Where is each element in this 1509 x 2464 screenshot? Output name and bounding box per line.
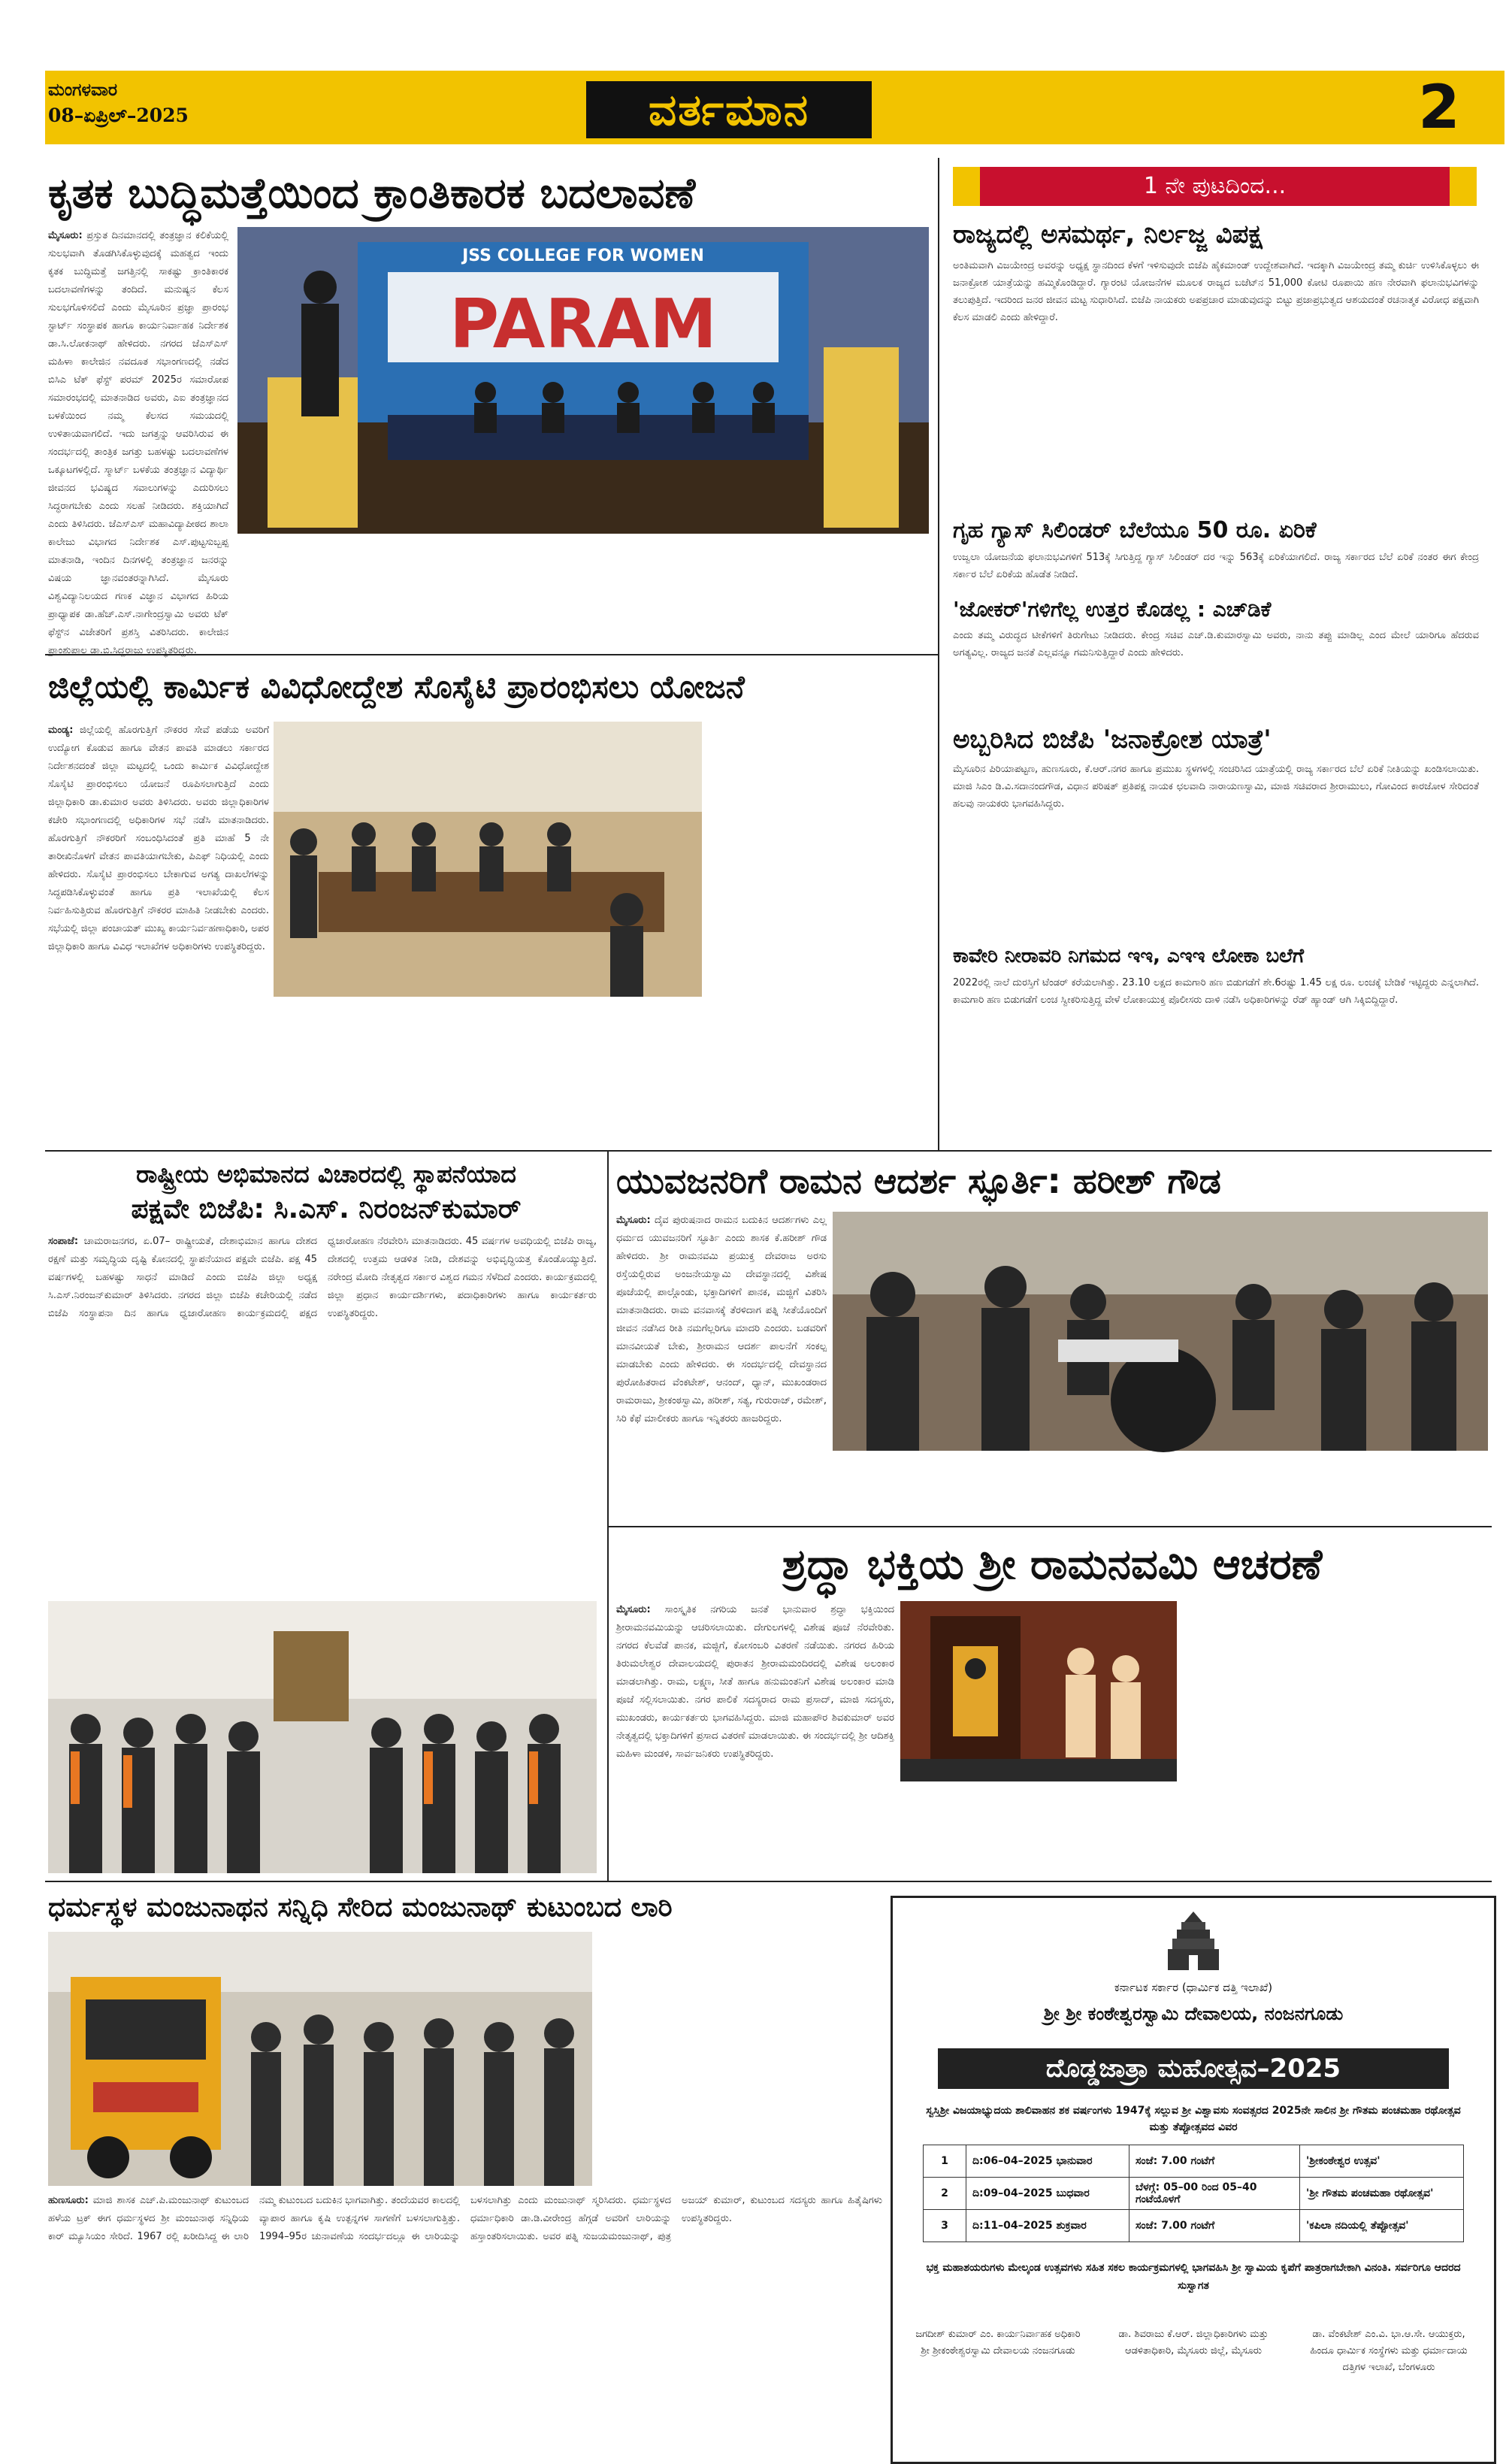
story6-text: ಮಾಜಿ ಶಾಸಕ ಎಚ್.ಪಿ.ಮಂಜುನಾಥ್ ಕುಟುಂಬದ ಹಳೆಯ ಟ್ರಕ್ ಈಗ ಧರ್ಮಸ್ಥಳದ ಶ್ರೀ ಮಂಜುನಾಥ ಸನ್ನಿಧಿಯ ಕಾರ್ ಮ್ಯೂಸಿಯಂ ಸೇರಿದೆ. 1967 ರಲ್ಲಿ ಖರೀದಿಸಿದ್ದ ಈ ಲಾರಿ ನಮ್ಮ ಕುಟುಂಬದ ಬದುಕಿನ ಭಾಗವಾಗಿತ್ತು. ತಂದೆಯವರ ಕಾಲದಲ್ಲಿ ವ್ಯಾಪಾರ ಹಾಗೂ ಕೃಷಿ ಉತ್ಪನ್ನಗಳ ಸಾಗಣೆಗೆ ಬಳಸಲಾಗುತ್ತಿತ್ತು. 1994–95ರ ಚುನಾವಣೆಯ ಸಂದರ್ಭದಲ್ಲೂ ಈ ಲಾರಿಯನ್ನು ಬಳಸಲಾಗಿತ್ತು ಎಂದು ಮಂಜುನಾಥ್ ಸ್ಮರಿಸಿದರು. ಧರ್ಮಸ್ಥಳದ ಧರ್ಮಾಧಿಕಾರಿ ಡಾ.ಡಿ.ವೀರೇಂದ್ರ ಹೆಗ್ಗಡೆ ಅವರಿಗೆ ಲಾರಿಯನ್ನು ಹಸ್ತಾಂತರಿಸಲಾಯಿತು. ಅವರ ಪತ್ನಿ ಸುಜಯಮಂಜುನಾಥ್, ಪುತ್ರ ಅಜಯ್ ಕುಮಾರ್, ಕುಟುಂಬದ ಸದಸ್ಯರು ಹಾಗೂ ಹಿತೈಷಿಗಳು ಉಪಸ್ಥಿತರಿದ್ದರು. bbox=[48, 2195, 882, 2242]
schedule-no: 2 bbox=[924, 2178, 966, 2210]
col-story-4-headline: ಅಬ್ಬರಿಸಿದ ಬಿಜೆಪಿ 'ಜನಾಕ್ರೋಶ ಯಾತ್ರೆ' bbox=[953, 725, 1272, 755]
story4-headline: ಯುವಜನರಿಗೆ ರಾಮನ ಆದರ್ಶ ಸ್ಫೂರ್ತಿ: ಹರೀಶ್ ಗೌಡ bbox=[616, 1161, 1221, 1201]
story2-dateline: ಮಂಡ್ಯ: bbox=[48, 725, 74, 736]
masthead-day: ಮಂಗಳವಾರ bbox=[48, 80, 118, 100]
story1-body bbox=[48, 227, 228, 656]
story1-text: ಪ್ರಸ್ತುತ ದಿನಮಾನದಲ್ಲಿ ತಂತ್ರಜ್ಞಾನ ಕಲಿಕೆಯಲ್ಲಿ ಸುಲಭವಾಗಿ ತೊಡಗಿಸಿಕೊಳ್ಳುವುದಕ್ಕೆ ಮಹತ್ವದ ಇಂದು ಕೃತಕ ಬುದ್ಧಿಮತ್ತೆ ಜಗತ್ತಿನಲ್ಲಿ ಸಾಕಷ್ಟು ಕ್ರಾಂತಿಕಾರಕ ಬದಲಾವಣೆಗಳನ್ನು ತಂದಿದೆ. ಮನುಷ್ಯನ ಕೆಲಸ ಸುಲಭಗೊಳಿಸಲಿದೆ ಎಂದು ಮೈಸೂರಿನ ಪ್ರಜ್ಞಾ ಪ್ರಾರಂಭ ಸ್ಟಾರ್ಟ್ ಸಂಸ್ಥಾಪಕ ಹಾಗೂ ಕಾರ್ಯನಿರ್ವಾಹಕ ನಿರ್ದೇಶಕ ಡಾ.ಸಿ.ಲೋಕನಾಥ್ ಹೇಳಿದರು. ನಗರದ ಜೆಎಸ್‌ಎಸ್ ಮಹಿಳಾ ಕಾಲೇಜಿನ ನವದೂತ ಸಭಾಂಗಣದಲ್ಲಿ ನಡೆದ ಬಿಸಿಎ ಟೆಕ್ ಫೆಸ್ಟ್ ಪರಮ್ 2025ರ ಸಮಾರೋಪ ಸಮಾರಂಭದಲ್ಲಿ ಮಾತನಾಡಿದ ಅವರು, ಎಐ ತಂತ್ರಜ್ಞಾನದ ಬಳಕೆಯಿಂದ ನಮ್ಮ ಕೆಲಸದ ಸಮಯದಲ್ಲಿ ಉಳಿತಾಯವಾಗಲಿದೆ. ಇದು ಜಗತ್ತನ್ನು ಆವರಿಸಿರುವ ಈ ಸಂದರ್ಭದಲ್ಲಿ ತಾಂತ್ರಿಕ ಜಗತ್ತು ಬಹಳಷ್ಟು ಬದಲಾವಣೆಗಳ ಒಕ್ಕೂಟಗಳಲ್ಲಿದೆ. ಸ್ಮಾರ್ಟ್ ಬಳಕೆಯ ತಂತ್ರಜ್ಞಾನ ವಿದ್ಯಾರ್ಥಿ ಜೀವನದ ಭವಿಷ್ಯದ ಸವಾಲುಗಳನ್ನು ಎದುರಿಸಲು ಸಿದ್ಧರಾಗಬೇಕು ಎಂದು ಸಲಹೆ ನೀಡಿದರು. ಶಕ್ತಿಯಾಗಿದೆ ಎಂದು ತಿಳಿಸಿದರು. ಜೆಎಸ್‌ಎಸ್ ಮಹಾವಿದ್ಯಾಪೀಠದ ಶಾಲಾ ಕಾಲೇಜು ವಿಭಾಗದ ನಿರ್ದೇಶಕ ಎಸ್.ಪುಟ್ಟಸುಬ್ಬಪ್ಪ ಮಾತನಾಡಿ, ಇಂದಿನ ದಿನಗಳಲ್ಲಿ ತಂತ್ರಜ್ಞಾನ ಜನರನ್ನು ವಿಷಯ ಜ್ಞಾನವಂತರನ್ನಾಗಿಸಿದೆ. ಮೈಸೂರು ವಿಶ್ವವಿದ್ಯಾನಿಲಯದ ಗಣಕ ವಿಜ್ಞಾನ ವಿಭಾಗದ ಹಿರಿಯ ಪ್ರಾಧ್ಯಾಪಕ ಡಾ.ಹೆಚ್.ಎಸ್.ನಾಗೇಂದ್ರಸ್ವಾಮಿ ಅವರು ಟೆಕ್ ಫೆಸ್ಟ್‌ನ ವಿಜೇತರಿಗೆ ಪ್ರಶಸ್ತಿ ವಿತರಿಸಿದರು. ಕಾಲೇಜಿನ ಪ್ರಾಂಶುಪಾಲ ಡಾ.ಬಿ.ಸಿದ್ದರಾಜು ಉಪಸ್ಥಿತರಿದ್ದರು. bbox=[48, 230, 228, 656]
col-story-1-body: ಅಂತಿಮವಾಗಿ ವಿಜಯೇಂದ್ರ ಅವರನ್ನು ಅಧ್ಯಕ್ಷ ಸ್ಥಾನದಿಂದ ಕೆಳಗೆ ಇಳಿಸುವುದೇ ಬಿಜೆಪಿ ಹೈಕಮಾಂಡ್ ಉದ್ದೇಶವಾಗಿದೆ. ಇದಕ್ಕಾಗಿ ವಿಜಯೇಂದ್ರ ತಮ್ಮ ಕುರ್ಚಿ ಉಳಿಸಿಕೊಳ್ಳಲು ಈ ಜನಾಕ್ರೋಶ ಯಾತ್ರೆಯನ್ನು ಹಮ್ಮಿಕೊಂಡಿದ್ದಾರೆ. ಗ್ಯಾರಂಟಿ ಯೋಜನೆಗಳ ಮೂಲಕ ರಾಜ್ಯದ ಬಜೆಟ್‌ನ 51,000 ಕೋಟಿ ರೂಪಾಯಿ ಹಣ ನೇರವಾಗಿ ಫಲಾನುಭವಿಗಳನ್ನು ತಲುಪುತ್ತಿದೆ. ಇದರಿಂದ ಜನರ ಜೀವನ ಮಟ್ಟ ಸುಧಾರಿಸಿದೆ. ಬಿಜೆಪಿ ನಾಯಕರು ಅಪಪ್ರಚಾರ ಮಾಡುವುದನ್ನು ಬಿಟ್ಟು ಪ್ರಜಾಪ್ರಭುತ್ವದ ಆಶಯದಂತೆ ರಚನಾತ್ಮಕ ವಿರೋಧ ಪಕ್ಷವಾಗಿ ಕೆಲಸ ಮಾಡಲಿ ಎಂದು ಹೇಳಿದ್ದಾರೆ. bbox=[953, 260, 1479, 323]
svg-text:JSS COLLEGE FOR WOMEN: JSS COLLEGE FOR WOMEN bbox=[462, 247, 704, 265]
story1-photo bbox=[237, 227, 929, 534]
story1-dateline: ಮೈಸೂರು: bbox=[48, 230, 83, 241]
col-story-3-body: ಎಂದು ತಮ್ಮ ವಿರುದ್ಧದ ಟೀಕೆಗಳಿಗೆ ತಿರುಗೇಟು ನೀಡಿದರು. ಕೇಂದ್ರ ಸಚಿವ ಎಚ್.ಡಿ.ಕುಮಾರಸ್ವಾಮಿ ಅವರು, ನಾನು ತಪ್ಪು ಮಾಡಿಲ್ಲ ಎಂದ ಮೇಲೆ ಯಾರಿಗೂ ಹೆದರುವ ಅಗತ್ಯವಿಲ್ಲ. ರಾಜ್ಯದ ಜನತೆ ಎಲ್ಲವನ್ನೂ ಗಮನಿಸುತ್ತಿದ್ದಾರೆ ಎಂದು ಹೇಳಿದರು. bbox=[953, 630, 1479, 658]
col-story-2-body: ಉಜ್ವಲಾ ಯೋಜನೆಯ ಫಲಾನುಭವಿಗಳಿಗೆ 513ಕ್ಕೆ ಸಿಗುತ್ತಿದ್ದ ಗ್ಯಾಸ್ ಸಿಲಿಂಡರ್ ದರ ಇನ್ನು 563ಕ್ಕೆ ಏರಿಕೆಯಾಗಲಿದೆ. ರಾಜ್ಯ ಸರ್ಕಾರದ ಬೆಲೆ ಏರಿಕೆ ನಂತರ ಈಗ ಕೇಂದ್ರ ಸರ್ಕಾರ ಬೆಲೆ ಏರಿಕೆಯ ಹೊಡೆತ ನೀಡಿದೆ. bbox=[953, 552, 1479, 580]
story6-headline: ಧರ್ಮಸ್ಥಳ ಮಂಜುನಾಥನ ಸನ್ನಿಧಿ ಸೇರಿದ ಮಂಜುನಾಥ್ ಕುಟುಂಬದ ಲಾರಿ bbox=[48, 1892, 673, 1923]
ad-official-2: ಡಾ. ಶಿವರಾಜು ಕೆ.ಆರ್. ಜಿಲ್ಲಾಧಿಕಾರಿಗಳು ಮತ್ತು ಆಡಳಿತಾಧಿಕಾರಿ, ಮೈಸೂರು ಜಿಲ್ಲೆ, ಮೈಸೂರು bbox=[1118, 2329, 1269, 2357]
ad-official-3: ಡಾ. ವೆಂಕಟೇಶ್ ಎಂ.ವಿ. ಭಾ.ಆ.ಸೇ. ಆಯುಕ್ತರು, ಹಿಂದೂ ಧಾರ್ಮಿಕ ಸಂಸ್ಥೆಗಳು ಮತ್ತು ಧರ್ಮಾದಾಯ ದತ್ತಿಗಳ ಇಲಾಖೆ, ಬೆಂಗಳೂರು bbox=[1310, 2329, 1468, 2373]
page-number: 2 bbox=[1418, 72, 1460, 142]
masthead-date-value: 08–ಏಪ್ರಿಲ್–2025 bbox=[48, 104, 189, 126]
schedule-event: 'ಕಪಿಲಾ ನದಿಯಲ್ಲಿ ತೆಪ್ಪೋತ್ಸವ' bbox=[1300, 2210, 1464, 2242]
col-story-1-headline: ರಾಜ್ಯದಲ್ಲಿ ಅಸಮರ್ಥ, ನಿರ್ಲಜ್ಜ ವಿಪಕ್ಷ bbox=[953, 219, 1263, 250]
col-story-5-headline: ಕಾವೇರಿ ನೀರಾವರಿ ನಿಗಮದ ಇಇ, ಎಇಇ ಲೋಕಾ ಬಲೆಗೆ bbox=[953, 945, 1305, 967]
story4-photo bbox=[833, 1212, 1488, 1451]
col-story-5-body: 2022ರಲ್ಲಿ ನಾಲೆ ದುರಸ್ತಿಗೆ ಟೆಂಡರ್ ಕರೆಯಲಾಗಿತ್ತು. 23.10 ಲಕ್ಷದ ಕಾಮಗಾರಿ ಹಣ ಬಿಡುಗಡೆಗೆ ಶೇ.6ರಷ್ಟು 1.45 ಲಕ್ಷ ರೂ. ಲಂಚಕ್ಕೆ ಬೇಡಿಕೆ ಇಟ್ಟಿದ್ದರು ಎನ್ನಲಾಗಿದೆ. ಕಾಮಗಾರಿ ಹಣ ಬಿಡುಗಡೆಗೆ ಲಂಚ ಸ್ವೀಕರಿಸುತ್ತಿದ್ದ ವೇಳೆ ಲೋಕಾಯುಕ್ತ ಪೊಲೀಸರು ದಾಳಿ ನಡೆಸಿ ಅಧಿಕಾರಿಗಳನ್ನು ರೆಡ್ ಹ್ಯಾಂಡ್ ಆಗಿ ಸಿಕ್ಕಿಬಿದ್ದಿದ್ದಾರೆ. bbox=[953, 977, 1479, 1006]
story2-photo bbox=[274, 722, 702, 997]
schedule-event: 'ಶ್ರೀ ಗೌತಮ ಪಂಚಮಹಾ ರಥೋತ್ಸವ' bbox=[1300, 2178, 1464, 2210]
table-row bbox=[924, 2145, 1464, 2178]
story6-dateline: ಹುಣಸೂರು: bbox=[48, 2195, 89, 2206]
story5-dateline: ಮೈಸೂರು: bbox=[616, 1604, 651, 1615]
col-story-4-body: ಮೈಸೂರಿನ ಪಿರಿಯಾಪಟ್ಟಣ, ಹುಣಸೂರು, ಕೆ.ಆರ್.ನಗರ ಹಾಗೂ ಪ್ರಮುಖ ಸ್ಥಳಗಳಲ್ಲಿ ಸಂಚರಿಸಿದ ಯಾತ್ರೆಯಲ್ಲಿ ರಾಜ್ಯ ಸರ್ಕಾರದ ಬೆಲೆ ಏರಿಕೆ ನೀತಿಯನ್ನು ಖಂಡಿಸಲಾಯಿತು. ಮಾಜಿ ಸಿಎಂ ಡಿ.ವಿ.ಸದಾನಂದಗೌಡ, ವಿಧಾನ ಪರಿಷತ್ ಪ್ರತಿಪಕ್ಷ ನಾಯಕ ಛಲವಾದಿ ನಾರಾಯಣಸ್ವಾಮಿ, ಮಾಜಿ ಸಚಿವರಾದ ಶ್ರೀರಾಮುಲು, ಗೋವಿಂದ ಕಾರಜೋಳ ಸೇರಿದಂತೆ ಹಲವು ನಾಯಕರು ಭಾಗವಹಿಸಿದ್ದರು. bbox=[953, 764, 1479, 810]
schedule-date: ದಿ:11–04–2025 ಶುಕ್ರವಾರ bbox=[966, 2210, 1129, 2242]
story5-headline: ಶ್ರದ್ಧಾ ಭಕ್ತಿಯ ಶ್ರೀ ರಾಮನವಮಿ ಆಚರಣೆ bbox=[782, 1540, 1323, 1589]
story6-body-side bbox=[598, 1932, 882, 2186]
story2-headline: ಜಿಲ್ಲೆಯಲ್ಲಿ ಕಾರ್ಮಿಕ ವಿವಿಧೋದ್ದೇಶ ಸೊಸೈಟಿ ಪ್ರಾರಂಭಿಸಲು ಯೋಜನೆ bbox=[48, 668, 745, 705]
temple-advertisement bbox=[891, 1896, 1496, 2464]
story3-dateline: ಸಂಪಾಜೆ: bbox=[48, 1236, 79, 1247]
table-row bbox=[924, 2178, 1464, 2210]
continued-banner bbox=[953, 167, 1477, 206]
story3-text: ಚಾಮರಾಜನಗರ, ಏ.07– ರಾಷ್ಟ್ರೀಯತೆ, ದೇಶಾಭಿಮಾನ ಹಾಗೂ ದೇಶದ ರಕ್ಷಣೆ ಮತ್ತು ಸಮೃದ್ಧಿಯ ದೃಷ್ಟಿ ಕೋನದಲ್ಲಿ ಸ್ಥಾಪನೆಯಾದ ಪಕ್ಷವೇ ಬಿಜೆಪಿ. ಪಕ್ಷ 45 ವರ್ಷಗಳಲ್ಲಿ ಬಹಳಷ್ಟು ಸಾಧನೆ ಮಾಡಿದೆ ಎಂದು ಬಿಜೆಪಿ ಜಿಲ್ಲಾ ಅಧ್ಯಕ್ಷ ಸಿ.ಎಸ್.ನಿರಂಜನ್‌ಕುಮಾರ್ ತಿಳಿಸಿದರು. ನಗರದ ಜಿಲ್ಲಾ ಬಿಜೆಪಿ ಕಚೇರಿಯಲ್ಲಿ ನಡೆದ ಬಿಜೆಪಿ ಸಂಸ್ಥಾಪನಾ ದಿನ ಹಾಗೂ ಧ್ವಜಾರೋಹಣ ಕಾರ್ಯಕ್ರಮದಲ್ಲಿ ಪಕ್ಷದ ಧ್ವಜಾರೋಹಣ ನೆರವೇರಿಸಿ ಮಾತನಾಡಿದರು. 45 ವರ್ಷಗಳ ಅವಧಿಯಲ್ಲಿ ಬಿಜೆಪಿ ರಾಜ್ಯ, ದೇಶದಲ್ಲಿ ಉತ್ತಮ ಆಡಳಿತ ನೀಡಿ, ದೇಶವನ್ನು ಅಭಿವೃದ್ಧಿಯತ್ತ ಕೊಂಡೊಯ್ಯುತ್ತಿದೆ. ನರೇಂದ್ರ ಮೋದಿ ನೇತೃತ್ವದ ಸರ್ಕಾರ ವಿಶ್ವದ ಗಮನ ಸೆಳೆದಿದೆ ಎಂದರು. ಕಾರ್ಯಕ್ರಮದಲ್ಲಿ ಜಿಲ್ಲಾ ಪ್ರಧಾನ ಕಾರ್ಯದರ್ಶಿಗಳು, ಪದಾಧಿಕಾರಿಗಳು ಹಾಗೂ ಕಾರ್ಯಕರ್ತರು ಉಪಸ್ಥಿತರಿದ್ದರು. bbox=[48, 1236, 597, 1319]
newspaper-logo: ವರ್ತಮಾನ bbox=[586, 81, 872, 138]
ad-official-1: ಜಗದೀಶ್ ಕುಮಾರ್ ಎಂ. ಕಾರ್ಯನಿರ್ವಾಹಕ ಅಧಿಕಾರಿ ಶ್ರೀ ಶ್ರೀಕಂಠೇಶ್ವರಸ್ವಾಮಿ ದೇವಾಲಯ ನಂಜನಗೂಡು bbox=[915, 2329, 1081, 2357]
schedule-time: ಸಂಜೆ: 7.00 ಗಂಟೆಗೆ bbox=[1129, 2145, 1300, 2178]
story5-body-continued bbox=[1184, 1601, 1488, 1873]
schedule-event: 'ಶ್ರೀಕಂಠೇಶ್ವರ ಉತ್ಸವ' bbox=[1300, 2145, 1464, 2178]
story4-body bbox=[616, 1212, 827, 1520]
schedule-date: ದಿ:06–04–2025 ಭಾನುವಾರ bbox=[966, 2145, 1129, 2178]
story1-headline: ಕೃತಕ ಬುದ್ಧಿಮತ್ತೆಯಿಂದ ಕ್ರಾಂತಿಕಾರಕ ಬದಲಾವಣೆ bbox=[48, 169, 696, 218]
ad-schedule-table bbox=[923, 2145, 1464, 2242]
table-row bbox=[924, 2210, 1464, 2242]
story2-text: ಜಿಲ್ಲೆಯಲ್ಲಿ ಹೊರಗುತ್ತಿಗೆ ನೌಕರರ ಸೇವೆ ಪಡೆಯ ಅವರಿಗೆ ಉದ್ಯೋಗ ಕೊಡುವ ಹಾಗೂ ವೇತನ ಪಾವತಿ ಮಾಡಲು ಸರ್ಕಾರದ ನಿರ್ದೇಶನದಂತೆ ಜಿಲ್ಲಾ ಮಟ್ಟದಲ್ಲಿ ಒಂದು ಕಾರ್ಮಿಕ ವಿವಿಧೋದ್ದೇಶ ಸೊಸೈಟಿ ಪ್ರಾರಂಭಿಸಲು ಯೋಜನೆ ರೂಪಿಸಲಾಗುತ್ತಿದೆ ಎಂದು ಜಿಲ್ಲಾಧಿಕಾರಿ ಡಾ.ಕುಮಾರ ಅವರು ತಿಳಿಸಿದರು. ಅವರು ಜಿಲ್ಲಾಧಿಕಾರಿಗಳ ಕಚೇರಿ ಸಭಾಂಗಣದಲ್ಲಿ ಅಧಿಕಾರಿಗಳ ಸಭೆ ನಡೆಸಿ ಮಾತನಾಡಿದರು. ಹೊರಗುತ್ತಿಗೆ ನೌಕರರಿಗೆ ಸಂಬಂಧಿಸಿದಂತೆ ಪ್ರತಿ ಮಾಹೆ 5 ನೇ ತಾರೀಖಿನೊಳಗೆ ವೇತನ ಪಾವತಿಯಾಗಬೇಕು, ಪಿಎಫ್ ನಿಧಿಯಲ್ಲಿ ಎಂದು ಹೇಳಿದರು. ಸೊಸೈಟಿ ಪ್ರಾರಂಭಿಸಲು ಬೇಕಾಗುವ ಅಗತ್ಯ ದಾಖಲೆಗಳನ್ನು ಸಿದ್ಧಪಡಿಸಿಕೊಳ್ಳುವಂತೆ ಹಾಗೂ ಪ್ರತಿ ಇಲಾಖೆಯಲ್ಲಿ ಕೆಲಸ ನಿರ್ವಹಿಸುತ್ತಿರುವ ಹೊರಗುತ್ತಿಗೆ ನೌಕರರ ಮಾಹಿತಿ ನೀಡಬೇಕು ಎಂದರು. ಸಭೆಯಲ್ಲಿ ಜಿಲ್ಲಾ ಪಂಚಾಯತ್ ಮುಖ್ಯ ಕಾರ್ಯನಿರ್ವಹಣಾಧಿಕಾರಿ, ಅಪರ ಜಿಲ್ಲಾಧಿಕಾರಿ ಹಾಗೂ ವಿವಿಧ ಇಲಾಖೆಗಳ ಅಧಿಕಾರಿಗಳು ಉಪಸ್ಥಿತರಿದ್ದರು. bbox=[48, 725, 269, 952]
story6-body bbox=[48, 2192, 882, 2456]
story3-body bbox=[48, 1233, 597, 1594]
col-story-2-headline: ಗೃಹ ಗ್ಯಾಸ್ ಸಿಲಿಂಡರ್ ಬೆಲೆಯೂ 50 ರೂ. ಏರಿಕೆ bbox=[953, 517, 1317, 543]
story3-headline-line1: ರಾಷ್ಟ್ರೀಯ ಅಭಿಮಾನದ ವಿಚಾರದಲ್ಲಿ ಸ್ಥಾಪನೆಯಾದ bbox=[136, 1160, 516, 1188]
story4-dateline: ಮೈಸೂರು: bbox=[616, 1215, 651, 1226]
section-divider bbox=[45, 1881, 1492, 1882]
story2-body bbox=[48, 722, 269, 1143]
ad-department: ಕರ್ನಾಟಕ ಸರ್ಕಾರ (ಧಾರ್ಮಿಕ ದತ್ತಿ ಇಲಾಖೆ) bbox=[1114, 1981, 1273, 1994]
story3-headline-line2: ಪಕ್ಷವೇ ಬಿಜೆಪಿ: ಸಿ.ಎಸ್. ನಿರಂಜನ್‌ಕುಮಾರ್ bbox=[131, 1194, 522, 1224]
story5-text: ಸಾಂಸ್ಕೃತಿಕ ನಗರಿಯ ಜನತೆ ಭಾನುವಾರ ಶ್ರದ್ಧಾ ಭಕ್ತಿಯಿಂದ ಶ್ರೀರಾಮನವಮಿಯನ್ನು ಆಚರಿಸಲಾಯಿತು. ದೇಗುಲಗಳಲ್ಲಿ ವಿಶೇಷ ಪೂಜೆ ನೆರವೇರಿತು. ನಗರದ ಕೆಲವೆಡೆ ಪಾನಕ, ಮಜ್ಜಿಗೆ, ಕೋಸಂಬರಿ ವಿತರಣೆ ನಡೆಯಿತು. ನಗರದ ಹಿರಿಯ ತಿರುಮಲೇಶ್ವರ ದೇವಾಲಯದಲ್ಲಿ ಪುರಾತನ ಶ್ರೀರಾಮಮಂದಿರದಲ್ಲಿ ವಿಶೇಷ ಅಲಂಕಾರ ಮಾಡಲಾಗಿತ್ತು. ರಾಮ, ಲಕ್ಷ್ಮಣ, ಸೀತೆ ಹಾಗೂ ಹನುಮಂತನಿಗೆ ವಿಶೇಷ ಅಲಂಕಾರ ಮಾಡಿ ಪೂಜೆ ಸಲ್ಲಿಸಲಾಯಿತು. ನಗರ ಪಾಲಿಕೆ ಸದಸ್ಯರಾದ ರಾಮ ಪ್ರಸಾದ್, ಮಾಜಿ ಸದಸ್ಯರು, ಮುಖಂಡರು, ಕಾರ್ಯಕರ್ತರು ಭಾಗವಹಿಸಿದ್ದರು. ಮಾಜಿ ಮಹಾಪೌರ ಶಿವಕುಮಾರ್ ಅವರ ನೇತೃತ್ವದಲ್ಲಿ ಭಕ್ತಾದಿಗಳಿಗೆ ಪ್ರಸಾದ ವಿತರಣೆ ಮಾಡಲಾಯಿತು. ಈ ಸಂದರ್ಭದಲ್ಲಿ ಶ್ರೀ ಆದಿಶಕ್ತಿ ಮಹಿಳಾ ಮಂಡಳಿ, ಸಾರ್ವಜನಿಕರು ಉಪಸ್ಥಿತರಿದ್ದರು. bbox=[616, 1604, 894, 1760]
story3-photo bbox=[48, 1601, 597, 1873]
masthead-date bbox=[48, 75, 281, 141]
col-story-3-headline: 'ಜೋಕರ್'ಗಳಿಗೆಲ್ಲ ಉತ್ತರ ಕೊಡಲ್ಲ : ಎಚ್‌ಡಿಕೆ bbox=[953, 597, 1272, 622]
story4-body-continued bbox=[833, 1457, 1488, 1521]
column-divider bbox=[938, 158, 939, 1150]
schedule-no: 3 bbox=[924, 2210, 966, 2242]
ad-note: ಭಕ್ತ ಮಹಾಶಯರುಗಳು ಮೇಲ್ಕಂಡ ಉತ್ಸವಗಳು ಸಹಿತ ಸಕಲ ಕಾರ್ಯಕ್ರಮಗಳಲ್ಲಿ ಭಾಗವಹಿಸಿ ಶ್ರೀ ಸ್ವಾಮಿಯ ಕೃಪೆಗೆ ಪಾತ್ರರಾಗಬೇಕಾಗಿ ವಿನಂತಿ. ಸರ್ವರಿಗೂ ಆದರದ ಸುಸ್ವಾಗತ bbox=[926, 2262, 1461, 2292]
schedule-time: ಬೆಳಗ್ಗೆ: 05–00 ರಿಂದ 05–40 ಗಂಟೆಯೊಳಗೆ bbox=[1129, 2178, 1300, 2210]
story2-body-continued bbox=[708, 722, 930, 1143]
temple-icon bbox=[1163, 1912, 1223, 1970]
story5-body bbox=[616, 1601, 894, 1873]
ad-intro: ಸ್ವಸ್ತಿಶ್ರೀ ವಿಜಯಾಭ್ಯುದಯ ಶಾಲಿವಾಹನ ಶಕ ವರ್ಷಂಗಳು 1947ಕ್ಕೆ ಸಲ್ಲುವ ಶ್ರೀ ವಿಶ್ವಾವಸು ಸಂವತ್ಸರದ 2025ನೇ ಸಾಲಿನ ಶ್ರೀ ಗೌತಮ ಪಂಚಮಹಾ ರಥೋತ್ಸವ ಮತ್ತು ತೆಪ್ಪೋತ್ಸವದ ವಿವರ bbox=[926, 2105, 1461, 2133]
ad-event-title: ದೊಡ್ಡಜಾತ್ರಾ ಮಹೋತ್ಸವ–2025 bbox=[938, 2048, 1449, 2089]
svg-text:PARAM: PARAM bbox=[449, 285, 717, 364]
schedule-date: ದಿ:09–04–2025 ಬುಧವಾರ bbox=[966, 2178, 1129, 2210]
column-divider bbox=[607, 1152, 609, 1881]
section-divider bbox=[607, 1526, 1492, 1527]
story5-photo bbox=[900, 1601, 1177, 1781]
story6-photo bbox=[48, 1932, 592, 2186]
ad-temple-name: ಶ್ರೀ ಶ್ರೀ ಕಂಠೇಶ್ವರಸ್ವಾಮಿ ದೇವಾಲಯ, ನಂಜನಗೂಡು bbox=[1043, 2003, 1344, 2024]
story4-text: ದೈವ ಪುರುಷನಾದ ರಾಮನ ಬದುಕಿನ ಆದರ್ಶಗಳು ಎಲ್ಲ ಧರ್ಮದ ಯುವಜನರಿಗೆ ಸ್ಫೂರ್ತಿ ಎಂದು ಶಾಸಕ ಕೆ.ಹರೀಶ್ ಗೌಡ ಹೇಳಿದರು. ಶ್ರೀ ರಾಮನವಮಿ ಪ್ರಯುಕ್ತ ದೇವರಾಜ ಅರಸು ರಸ್ತೆಯಲ್ಲಿರುವ ಅಂಜನೇಯಸ್ವಾಮಿ ದೇವಸ್ಥಾನದಲ್ಲಿ ವಿಶೇಷ ಪೂಜೆಯಲ್ಲಿ ಪಾಲ್ಗೊಂಡು, ಭಕ್ತಾದಿಗಳಿಗೆ ಪಾನಕ, ಮಜ್ಜಿಗೆ ವಿತರಿಸಿ ಮಾತನಾಡಿದರು. ರಾಮ ವನವಾಸಕ್ಕೆ ತೆರಳಿದಾಗ ಪತ್ನಿ ಸೀತೆಯೊಂದಿಗೆ ಜೀವನ ನಡೆಸಿದ ರೀತಿ ನಮಗೆಲ್ಲರಿಗೂ ಮಾದರಿ ಎಂದರು. ಬಡವರಿಗೆ ಮಾನವೀಯತೆ ಬೇಕು, ಶ್ರೀರಾಮನ ಆದರ್ಶ ಪಾಲನೆಗೆ ಸಂಕಲ್ಪ ಮಾಡಬೇಕು ಎಂದು ಹೇಳಿದರು. ಈ ಸಂದರ್ಭದಲ್ಲಿ ದೇವಸ್ಥಾನದ ಪುರೋಹಿತರಾದ ವೆಂಕಟೇಶ್, ಆನಂದ್, ಧ್ಯಾನ್, ಮುಖಂಡರಾದ ರಾಮರಾಜು, ಶ್ರೀಕಂಠಸ್ವಾಮಿ, ಹರೀಶ್, ಸತ್ಯ, ಗುರುರಾಜ್, ರಮೇಶ್, ಸಿರಿ ಕೆಫೆ ಮಾಲೀಕರು ಹಾಗೂ ಇನ್ನಿತರರು ಹಾಜರಿದ್ದರು. bbox=[616, 1215, 827, 1424]
schedule-no: 1 bbox=[924, 2145, 966, 2178]
section-divider bbox=[45, 1150, 1492, 1152]
schedule-time: ಸಂಜೆ: 7.00 ಗಂಟೆಗೆ bbox=[1129, 2210, 1300, 2242]
continued-banner-label: 1 ನೇ ಪುಟದಿಂದ... bbox=[1143, 173, 1287, 199]
